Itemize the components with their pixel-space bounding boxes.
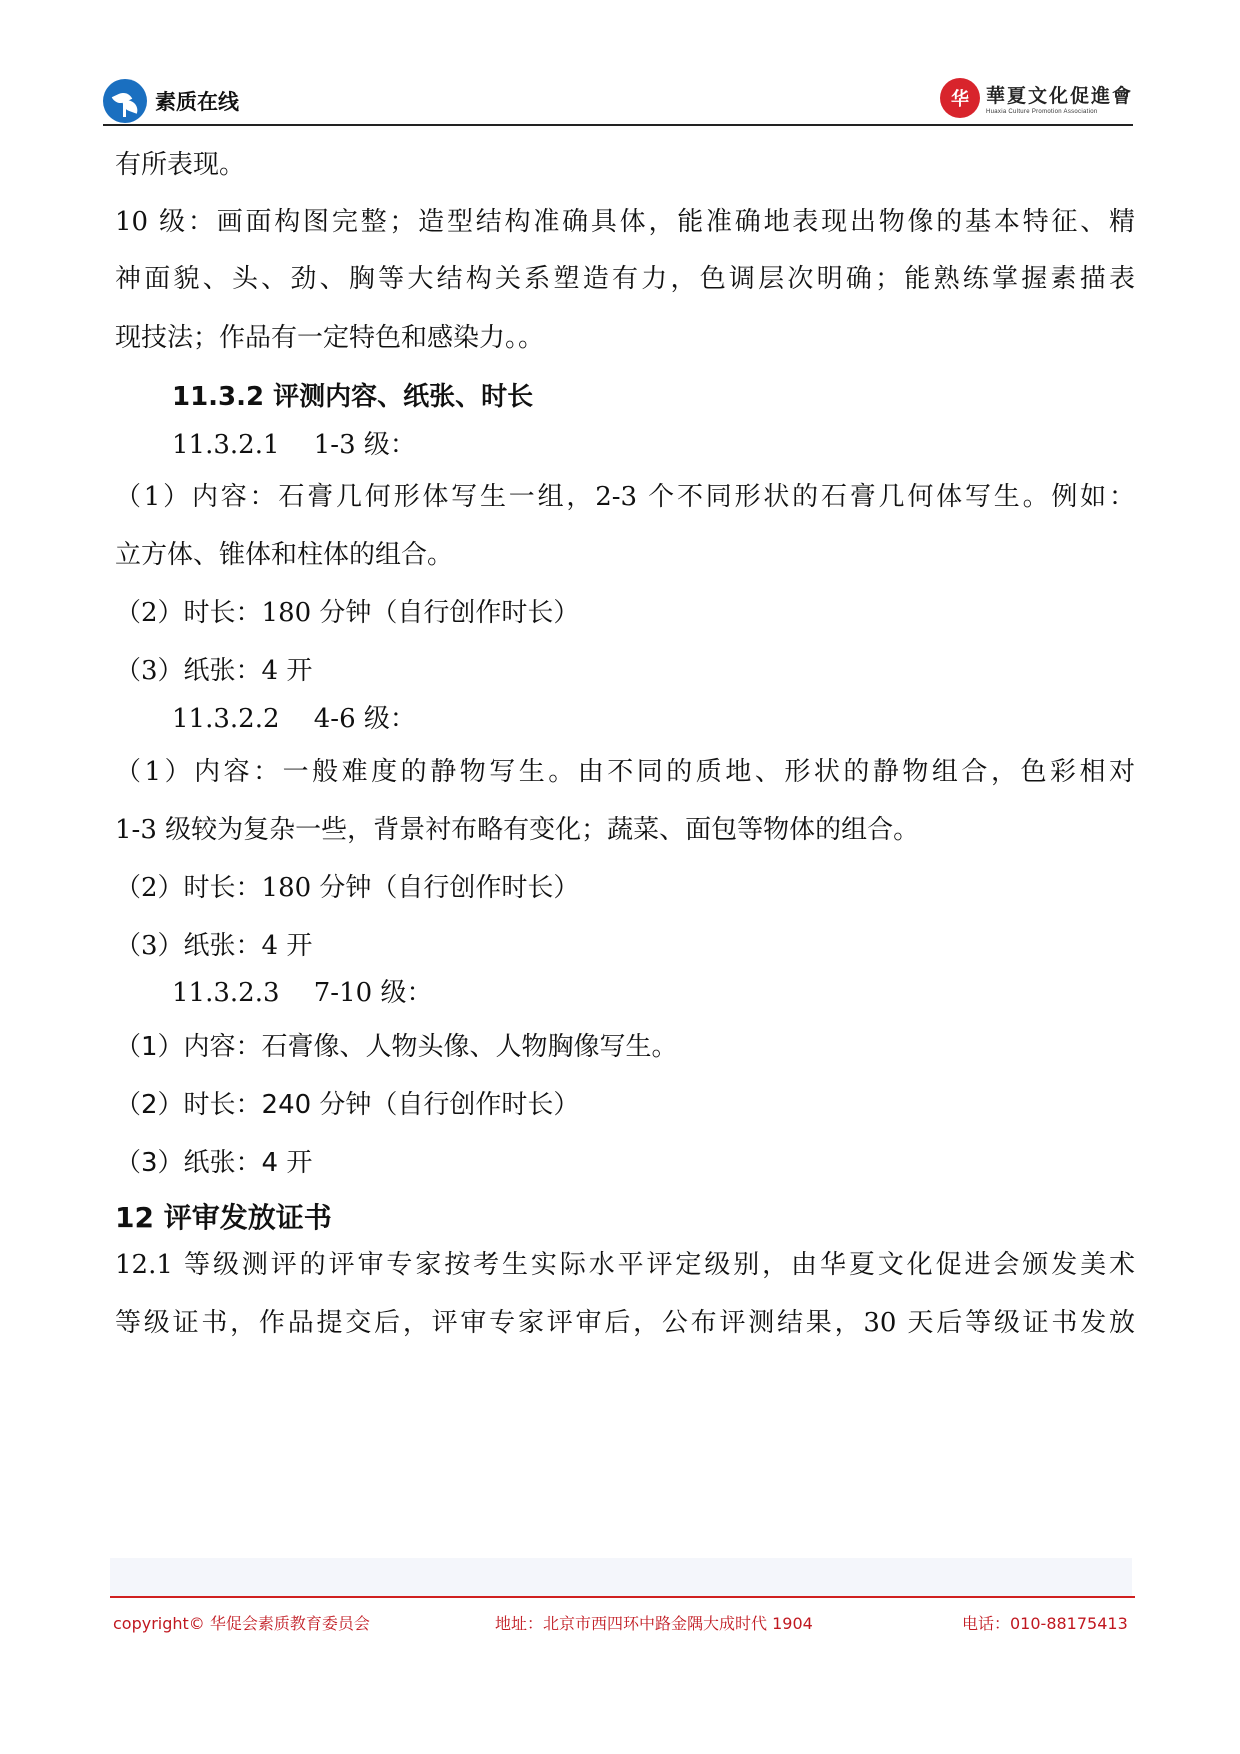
paragraph-line: （3）纸张：4 开 xyxy=(115,1148,313,1178)
subsection-heading: 11.3.2.1 1-3 级： xyxy=(172,430,416,460)
paragraph-line: 有所表现。 xyxy=(115,150,246,180)
org-name: 華夏文化促進會 xyxy=(985,85,1133,107)
footer-copyright: copyright© 华促会素质教育委员会 xyxy=(113,1614,370,1633)
paragraph-line: 12.1 等级测评的评审专家按考生实际水平评定级别，由华夏文化促进会颁发美术 xyxy=(115,1250,1136,1280)
org-english-name: Huaxia Culture Promotion Association xyxy=(985,109,1098,115)
paragraph-line: （3）纸张：4 开 xyxy=(115,931,313,961)
paragraph-line: （1）内容：石膏像、人物头像、人物胸像写生。 xyxy=(115,1032,678,1062)
paragraph-line: 10 级：画面构图完整；造型结构准确具体，能准确地表现出物像的基本特征、精 xyxy=(115,207,1135,237)
section-heading-11-3-2: 11.3.2 评测内容、纸张、时长 xyxy=(172,382,534,412)
paragraph-line: （2）时长：180 分钟（自行创作时长） xyxy=(115,598,580,628)
seal-icon: 华 xyxy=(940,78,980,118)
footer-divider xyxy=(110,1596,1135,1598)
footer-band xyxy=(110,1558,1132,1596)
section-heading-12: 12 评审发放证书 xyxy=(115,1201,332,1234)
paragraph-line: （2）时长：240 分钟（自行创作时长） xyxy=(115,1090,580,1120)
paragraph-line: （2）时长：180 分钟（自行创作时长） xyxy=(115,873,580,903)
paragraph-line: 1-3 级较为复杂一些，背景衬布略有变化；蔬菜、面包等物体的组合。 xyxy=(115,815,920,845)
logo-text: 素质在线 xyxy=(155,90,239,114)
paragraph-line: （1）内容：石膏几何形体写生一组，2-3 个不同形状的石膏几何体写生。例如： xyxy=(115,482,1135,512)
subsection-heading: 11.3.2.3 7-10 级： xyxy=(172,978,433,1008)
paragraph-line: 神面貌、头、劲、胸等大结构关系塑造有力，色调层次明确；能熟练掌握素描表 xyxy=(115,264,1135,294)
paragraph-line: 立方体、锥体和柱体的组合。 xyxy=(115,540,454,570)
footer-address: 地址：北京市西四环中路金隅大成时代 1904 xyxy=(495,1614,813,1633)
paragraph-line: 现技法；作品有一定特色和感染力。。 xyxy=(115,323,545,353)
footer-phone: 电话：010-88175413 xyxy=(962,1614,1128,1633)
subsection-heading: 11.3.2.2 4-6 级： xyxy=(172,704,416,734)
paragraph-line: （3）纸张：4 开 xyxy=(115,656,313,686)
paragraph-line: 等级证书，作品提交后，评审专家评审后，公布评测结果，30 天后等级证书发放 xyxy=(115,1308,1135,1338)
paragraph-line: （1）内容：一般难度的静物写生。由不同的质地、形状的静物组合，色彩相对 xyxy=(115,757,1135,787)
